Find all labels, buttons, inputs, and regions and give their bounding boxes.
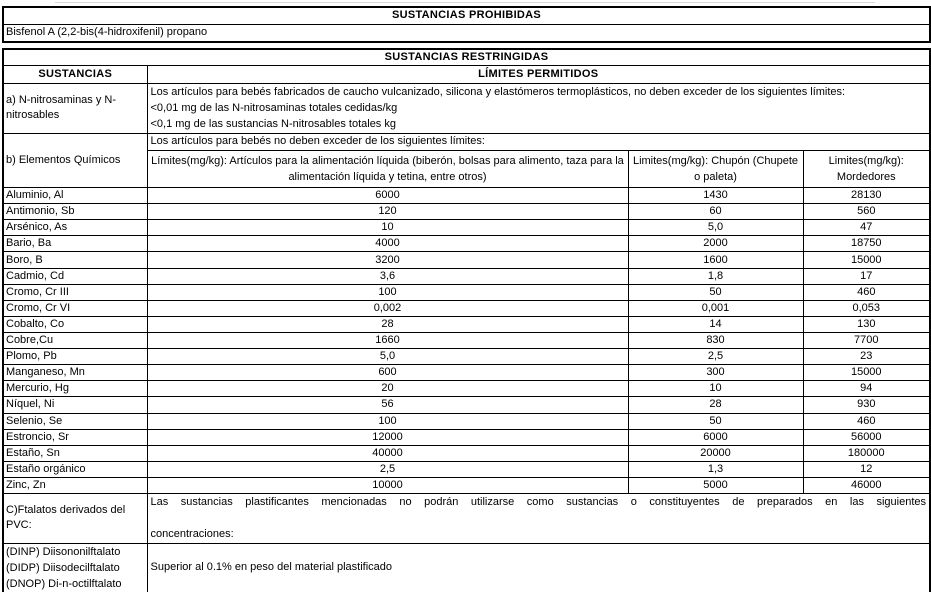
- substance-name: Níquel, Ni: [3, 397, 147, 413]
- table-row: [3, 284, 930, 300]
- limit-value: 14: [628, 316, 803, 332]
- limit-value: 120: [147, 204, 628, 220]
- limit-value: 60: [628, 204, 803, 220]
- limit-value: 1,8: [628, 268, 803, 284]
- substance-name: Estaño orgánico: [3, 461, 147, 477]
- prohibited-item: Bisfenol A (2,2-bis(4-hidroxifenil) propano: [3, 24, 930, 42]
- limits-subheader-teethers: Limites(mg/kg): Mordedores: [803, 150, 930, 187]
- limit-value: 1430: [628, 188, 803, 204]
- limit-value: 10: [147, 220, 628, 236]
- row-b-intro: Los artículos para bebés no deben exceder de los siguientes límites:: [147, 133, 930, 150]
- table-row: [3, 461, 930, 477]
- row-a-limit-line: Los artículos para bebés fabricados de caucho vulcanizado, silicona y elastómeros termoplásticos, no deben exceder de los siguientes límites:: [150, 86, 846, 99]
- limit-value: 56000: [803, 429, 930, 445]
- table-row: [3, 268, 930, 284]
- substance-name: Aluminio, Al: [3, 188, 147, 204]
- limit-value: 460: [803, 413, 930, 429]
- limit-value: 6000: [147, 188, 628, 204]
- table-row: [3, 204, 930, 220]
- substance-name: Cobalto, Co: [3, 316, 147, 332]
- table-row: [3, 300, 930, 316]
- substance-name: Selenio, Se: [3, 413, 147, 429]
- limits-subheader-liquid-feeding: Límites(mg/kg): Artículos para la alimentación líquida (biberón, bolsas para alimento, taza para la alimentación líquida y tetina, entre otros): [147, 150, 628, 187]
- limit-value: 20000: [628, 445, 803, 461]
- phthalate-limit: Superior al 0.1% en peso del material plastificado: [147, 543, 930, 592]
- row-a-limit-line: <0,1 mg de las sustancias N-nitrosables totales kg: [150, 118, 396, 131]
- limit-value: 47: [803, 220, 930, 236]
- phthalate-type: (DINP) Diisononilftalato: [6, 545, 121, 558]
- limit-value: 5,0: [628, 220, 803, 236]
- limit-value: 46000: [803, 477, 930, 493]
- restricted-title: SUSTANCIAS RESTRINGIDAS: [3, 49, 930, 66]
- substance-name: Antimonio, Sb: [3, 204, 147, 220]
- limit-value: 460: [803, 284, 930, 300]
- limit-value: 3200: [147, 252, 628, 268]
- limit-value: 28: [147, 316, 628, 332]
- table-row: [3, 429, 930, 445]
- substance-name: Boro, B: [3, 252, 147, 268]
- table-row: [3, 252, 930, 268]
- limit-value: 1,3: [628, 461, 803, 477]
- table-row: [3, 349, 930, 365]
- limits-subheader-pacifier: Limites(mg/kg): Chupón (Chupete o paleta): [628, 150, 803, 187]
- limit-value: 2,5: [628, 349, 803, 365]
- substance-name: Mercurio, Hg: [3, 381, 147, 397]
- table-row: [3, 220, 930, 236]
- table-row: [3, 413, 930, 429]
- limit-value: 0,001: [628, 300, 803, 316]
- table-row: [3, 188, 930, 204]
- table-row: [3, 397, 930, 413]
- substance-name: Cadmio, Cd: [3, 268, 147, 284]
- limit-value: 0,053: [803, 300, 930, 316]
- limits-column-header: LÍMITES PERMITIDOS: [147, 66, 930, 84]
- phthalates-restriction-line: concentraciones:: [150, 528, 234, 541]
- substance-name: Bario, Ba: [3, 236, 147, 252]
- page-edge-line: [55, 2, 875, 3]
- phthalates-label: C)Ftalatos derivados del PVC:: [3, 494, 147, 543]
- prohibited-title: SUSTANCIAS PROHIBIDAS: [3, 7, 930, 24]
- limit-value: 12000: [147, 429, 628, 445]
- limit-value: 5000: [628, 477, 803, 493]
- restricted-substances-table: [2, 48, 931, 592]
- limit-value: 12: [803, 461, 930, 477]
- table-row: [3, 445, 930, 461]
- limit-value: 15000: [803, 365, 930, 381]
- substance-name: Cromo, Cr III: [3, 284, 147, 300]
- row-b-label: b) Elementos Químicos: [3, 133, 147, 187]
- limit-value: 7700: [803, 333, 930, 349]
- limit-value: 94: [803, 381, 930, 397]
- substance-name: Cromo, Cr VI: [3, 300, 147, 316]
- table-row: [3, 381, 930, 397]
- table-row: [3, 236, 930, 252]
- limit-value: 6000: [628, 429, 803, 445]
- substance-name: Arsénico, As: [3, 220, 147, 236]
- substance-name: Manganeso, Mn: [3, 365, 147, 381]
- limit-value: 10000: [147, 477, 628, 493]
- substance-name: Zinc, Zn: [3, 477, 147, 493]
- limit-value: 23: [803, 349, 930, 365]
- limit-value: 100: [147, 413, 628, 429]
- limit-value: 10: [628, 381, 803, 397]
- limit-value: 4000: [147, 236, 628, 252]
- limit-value: 100: [147, 284, 628, 300]
- limit-value: 17: [803, 268, 930, 284]
- limit-value: 50: [628, 284, 803, 300]
- substance-name: Estroncio, Sr: [3, 429, 147, 445]
- limit-value: 830: [628, 333, 803, 349]
- table-row: [3, 316, 930, 332]
- substance-name: Plomo, Pb: [3, 349, 147, 365]
- chemical-elements-rows: [3, 188, 930, 494]
- limit-value: 18750: [803, 236, 930, 252]
- row-a-label: a) N-nitrosaminas y N-nitrosables: [3, 84, 147, 133]
- limit-value: 2000: [628, 236, 803, 252]
- limit-value: 28: [628, 397, 803, 413]
- prohibited-substances-table: [2, 6, 931, 43]
- table-row: [3, 333, 930, 349]
- limit-value: 50: [628, 413, 803, 429]
- substance-name: Estaño, Sn: [3, 445, 147, 461]
- row-a-limit-line: <0,01 mg de las N-nitrosaminas totales cedidas/kg: [150, 102, 398, 115]
- limit-value: 20: [147, 381, 628, 397]
- limit-value: 40000: [147, 445, 628, 461]
- limit-value: 300: [628, 365, 803, 381]
- limit-value: 2,5: [147, 461, 628, 477]
- limit-value: 56: [147, 397, 628, 413]
- phthalates-restriction-line: Las sustancias plastificantes mencionadas no podrán utilizarse como sustancias o constituyentes de preparados en las siguientes: [150, 496, 927, 509]
- limit-value: 930: [803, 397, 930, 413]
- limit-value: 130: [803, 316, 930, 332]
- limit-value: 1600: [628, 252, 803, 268]
- limit-value: 1660: [147, 333, 628, 349]
- substances-column-header: SUSTANCIAS: [3, 66, 147, 84]
- limit-value: 3,6: [147, 268, 628, 284]
- phthalate-type: (DNOP) Di-n-octilftalato: [6, 577, 122, 590]
- table-row: [3, 477, 930, 493]
- phthalate-type: (DIDP) Diisodecilftalato: [6, 561, 120, 574]
- limit-value: 5,0: [147, 349, 628, 365]
- limit-value: 28130: [803, 188, 930, 204]
- limit-value: 600: [147, 365, 628, 381]
- limit-value: 0,002: [147, 300, 628, 316]
- table-row: [3, 365, 930, 381]
- limit-value: 560: [803, 204, 930, 220]
- limit-value: 180000: [803, 445, 930, 461]
- limit-value: 15000: [803, 252, 930, 268]
- substance-name: Cobre,Cu: [3, 333, 147, 349]
